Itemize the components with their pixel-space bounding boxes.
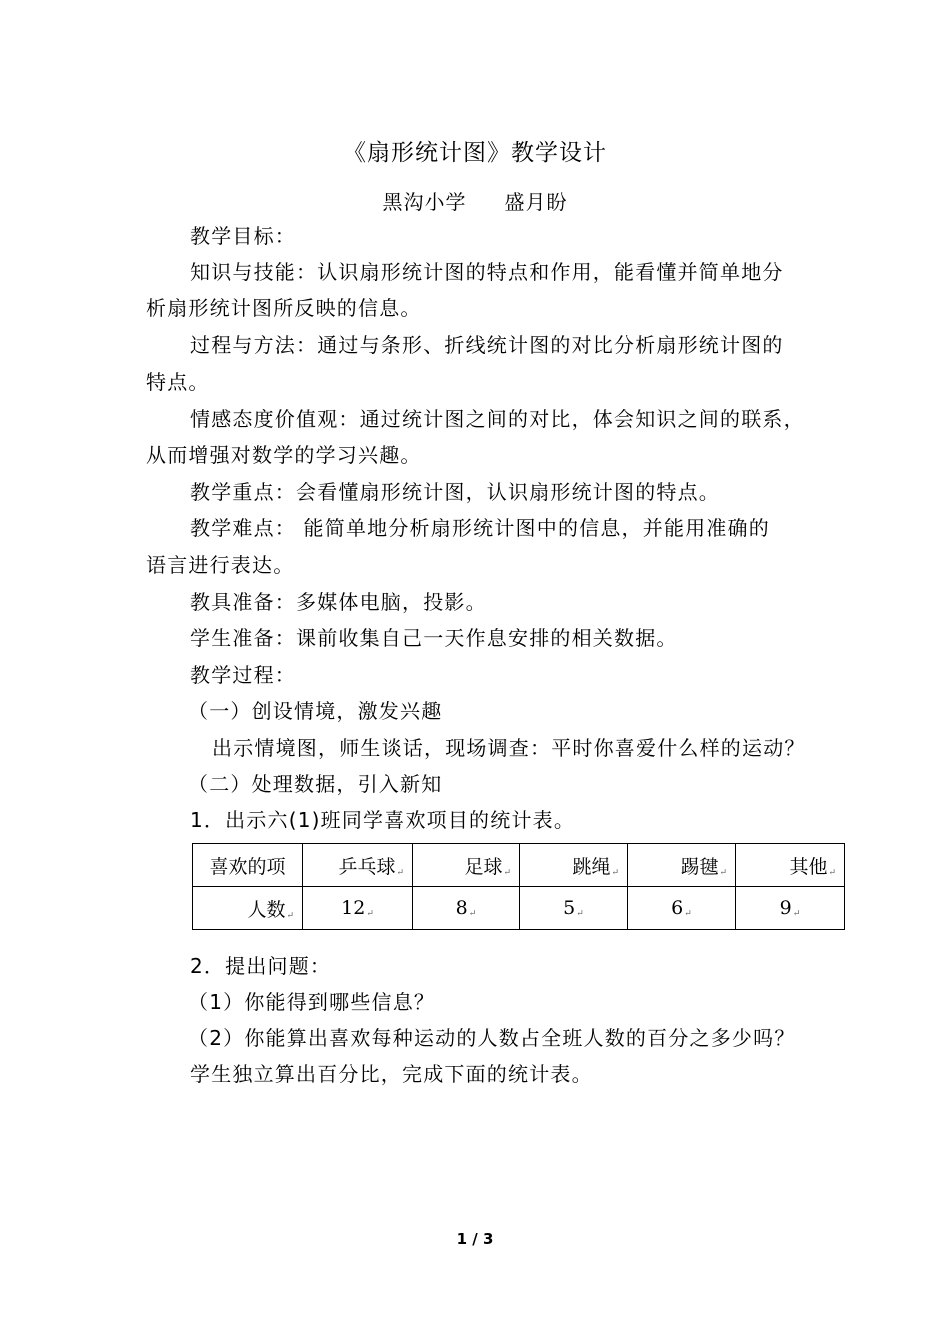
table-header-cell: 其他↵ bbox=[736, 844, 845, 887]
table-header-cell: 跳绳↵ bbox=[520, 844, 628, 887]
school-name: 黑沟小学 bbox=[382, 190, 467, 214]
paragraph-line: 析扇形统计图所反映的信息。 bbox=[146, 296, 422, 320]
paragraph-line: 2．提出问题： bbox=[190, 954, 332, 978]
sports-stats-table bbox=[192, 843, 845, 930]
paragraph-line: 情感态度价值观：通过统计图之间的对比，体会知识之间的联系， bbox=[190, 407, 805, 431]
table-row bbox=[193, 887, 845, 930]
paragraph-line: 学生准备：课前收集自己一天作息安排的相关数据。 bbox=[190, 626, 678, 650]
paragraph-line: （2）你能算出喜欢每种运动的人数占全班人数的百分之多少吗？ bbox=[188, 1026, 796, 1050]
table-row bbox=[193, 844, 845, 887]
table-cell: 12↵ bbox=[303, 887, 413, 930]
table-cell: 9↵ bbox=[736, 887, 845, 930]
paragraph-line: 特点。 bbox=[146, 370, 210, 394]
paragraph-line: 教学过程： bbox=[190, 663, 296, 687]
paragraph-line: 1．出示六(1)班同学喜欢项目的统计表。 bbox=[190, 808, 576, 832]
document-title: 《扇形统计图》教学设计 bbox=[343, 140, 607, 166]
paragraph-line: 教具准备：多媒体电脑，投影。 bbox=[190, 590, 487, 614]
paragraph-line: 教学目标： bbox=[190, 224, 296, 248]
table-cell: 8↵ bbox=[413, 887, 520, 930]
table-cell: 6↵ bbox=[628, 887, 736, 930]
section-heading: （一）创设情境，激发兴趣 bbox=[188, 699, 443, 723]
paragraph-line: 从而增强对数学的学习兴趣。 bbox=[146, 443, 422, 467]
table-header-cell: 乒乓球↵ bbox=[303, 844, 413, 887]
paragraph-line: （1）你能得到哪些信息？ bbox=[188, 990, 436, 1014]
table-header-cell: 喜欢的项 bbox=[193, 844, 303, 887]
table-row-label: 人数↵ bbox=[193, 887, 303, 930]
paragraph-line: 出示情境图，师生谈话，现场调查：平时你喜爱什么样的运动？ bbox=[212, 736, 806, 760]
table-header-cell: 足球↵ bbox=[413, 844, 520, 887]
section-heading: （二）处理数据，引入新知 bbox=[188, 772, 443, 796]
paragraph-line: 学生独立算出百分比，完成下面的统计表。 bbox=[190, 1062, 593, 1086]
author-line bbox=[0, 186, 950, 215]
author-name: 盛月盼 bbox=[504, 190, 568, 214]
paragraph-line: 知识与技能：认识扇形统计图的特点和作用，能看懂并简单地分 bbox=[190, 260, 784, 284]
paragraph-line: 语言进行表达。 bbox=[146, 553, 295, 577]
table-cell: 5↵ bbox=[520, 887, 628, 930]
page-number: 1 / 3 bbox=[456, 1230, 494, 1248]
paragraph-line: 教学难点： 能简单地分析扇形统计图中的信息，并能用准确的 bbox=[190, 516, 770, 540]
paragraph-line: 过程与方法：通过与条形、折线统计图的对比分析扇形统计图的 bbox=[190, 333, 784, 357]
table-header-cell: 踢毽↵ bbox=[628, 844, 736, 887]
paragraph-line: 教学重点：会看懂扇形统计图，认识扇形统计图的特点。 bbox=[190, 480, 720, 504]
